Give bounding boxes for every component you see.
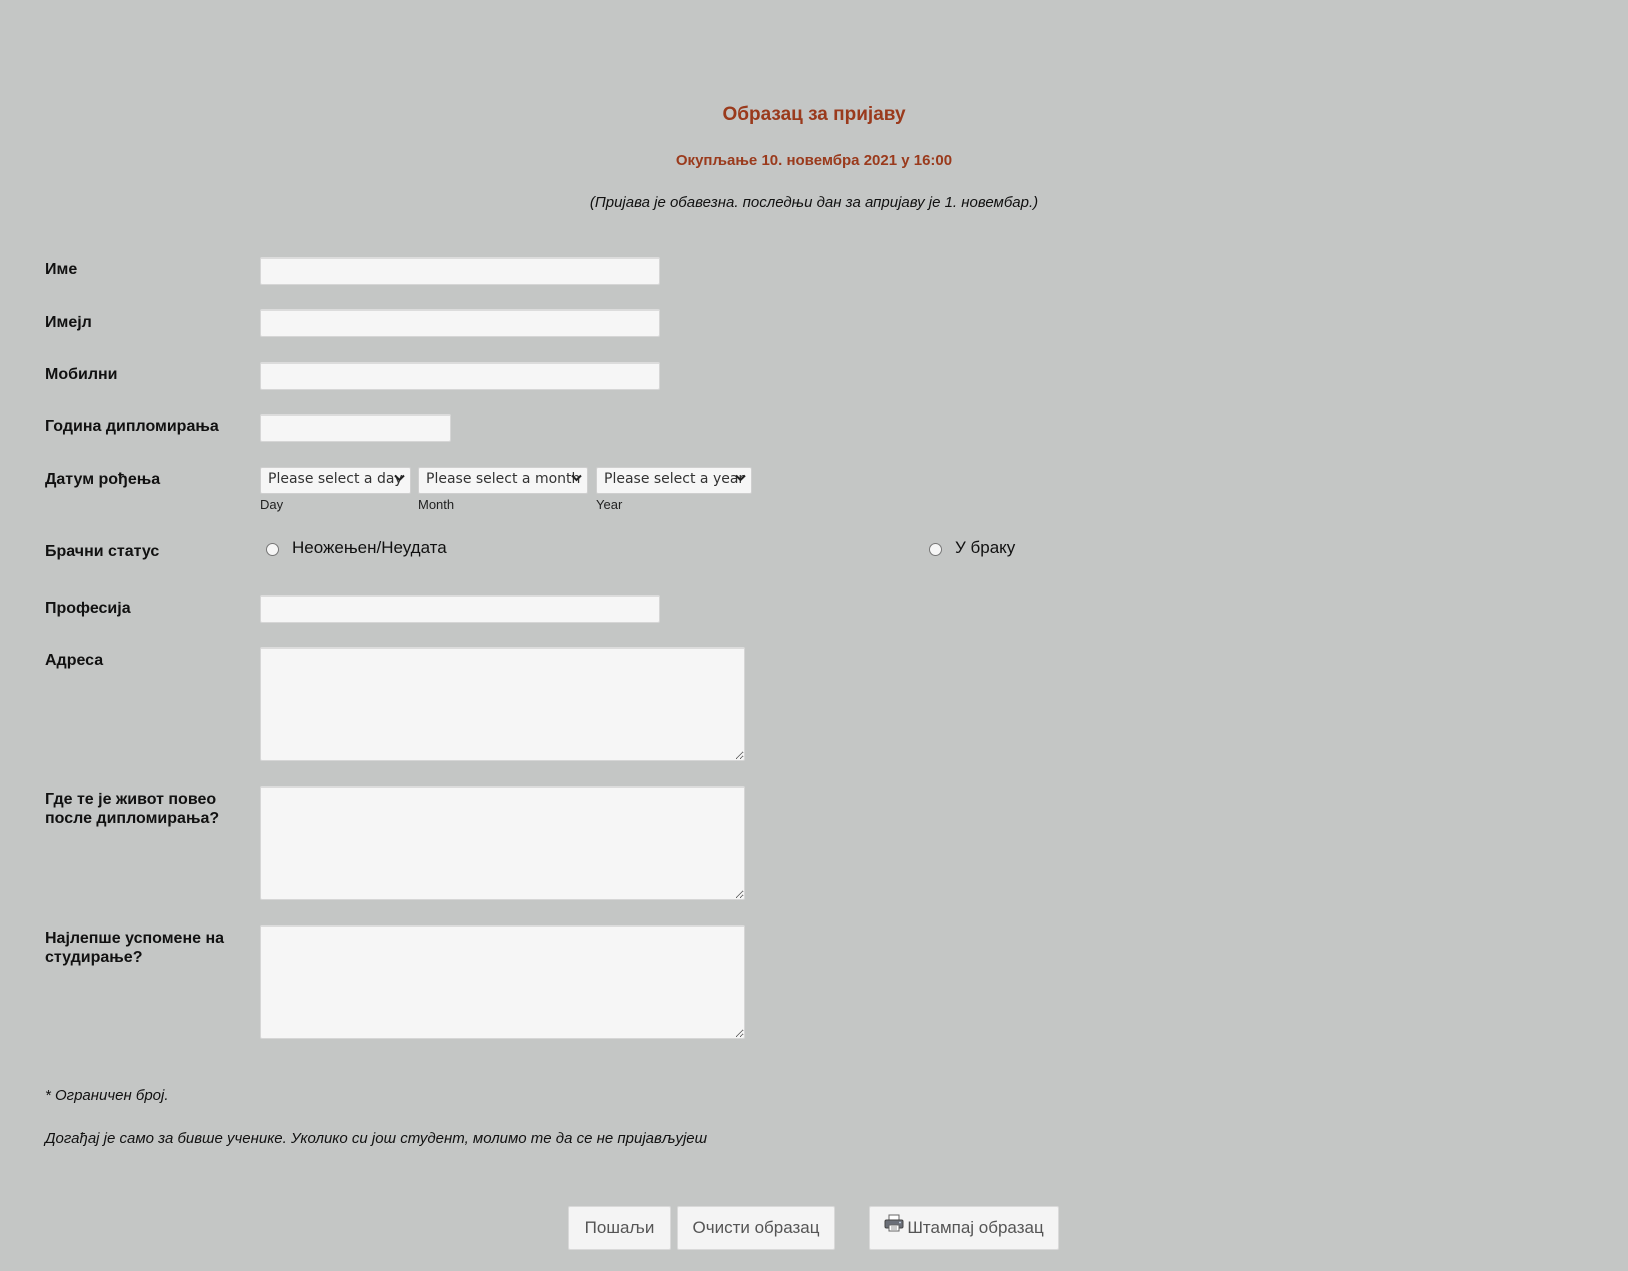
birth-month-selected: Please select a month — [426, 471, 581, 487]
year-sublabel: Year — [596, 497, 623, 512]
profession-input[interactable] — [260, 595, 660, 623]
day-sublabel: Day — [260, 497, 284, 512]
life-after-label-line1: Где те је живот повео — [45, 791, 217, 808]
print-form-label: Штампај образац — [907, 1218, 1044, 1237]
form-title: Образац за пријаву — [722, 104, 906, 125]
birth-month-select[interactable] — [418, 467, 588, 494]
memories-textarea[interactable] — [260, 925, 745, 1039]
radio-single-label[interactable]: Неожењен/Неудата — [292, 538, 447, 557]
birth-year-selected: Please select a year — [604, 471, 745, 487]
birth-day-select[interactable] — [260, 467, 411, 494]
email-label: Имејл — [45, 314, 92, 331]
chevron-down-icon — [735, 472, 746, 485]
radio-married-label[interactable]: У браку — [955, 538, 1016, 557]
birth-day-selected: Please select a day — [268, 471, 403, 487]
memories-label — [45, 929, 224, 967]
marital-status-label: Брачни статус — [45, 543, 160, 560]
birth-date-label: Датум рођења — [45, 471, 161, 488]
life-after-textarea[interactable] — [260, 786, 745, 900]
limited-footnote: * Ограничен број. — [45, 1087, 169, 1104]
printer-icon — [884, 1206, 904, 1248]
event-date-subtitle: Окупљање 10. новембра 2021 у 16:00 — [675, 152, 953, 169]
life-after-label-line2: после дипломирања? — [45, 810, 220, 827]
submit-button[interactable]: Пошаљи — [568, 1206, 671, 1250]
mobile-label: Мобилни — [45, 366, 118, 383]
name-label: Име — [45, 261, 78, 278]
chevron-down-icon — [394, 472, 405, 485]
radio-married[interactable] — [929, 543, 942, 556]
graduation-year-input[interactable] — [260, 414, 451, 442]
radio-single[interactable] — [266, 543, 279, 556]
life-after-label — [45, 790, 219, 828]
graduation-year-label: Година дипломирања — [45, 418, 219, 435]
profession-label: Професија — [45, 600, 131, 617]
memories-label-line1: Најлепше успомене на — [45, 930, 225, 947]
alumni-only-footnote: Догађај је само за бивше ученике. Уколико си још студент, молимо те да се не пријављујеш — [45, 1130, 708, 1147]
email-input[interactable] — [260, 309, 660, 337]
memories-label-line2: студирање? — [45, 949, 143, 966]
clear-form-button[interactable]: Очисти образац — [677, 1206, 835, 1250]
name-input[interactable] — [260, 257, 660, 285]
address-label: Адреса — [45, 652, 104, 669]
registration-note: (Пријава је обавезна. последњи дан за апријаву је 1. новембар.) — [589, 194, 1039, 211]
mobile-input[interactable] — [260, 362, 660, 390]
chevron-down-icon — [571, 472, 582, 485]
address-textarea[interactable] — [260, 647, 745, 761]
print-form-button[interactable] — [869, 1206, 1059, 1250]
birth-year-select[interactable] — [596, 467, 752, 494]
month-sublabel: Month — [418, 497, 455, 512]
